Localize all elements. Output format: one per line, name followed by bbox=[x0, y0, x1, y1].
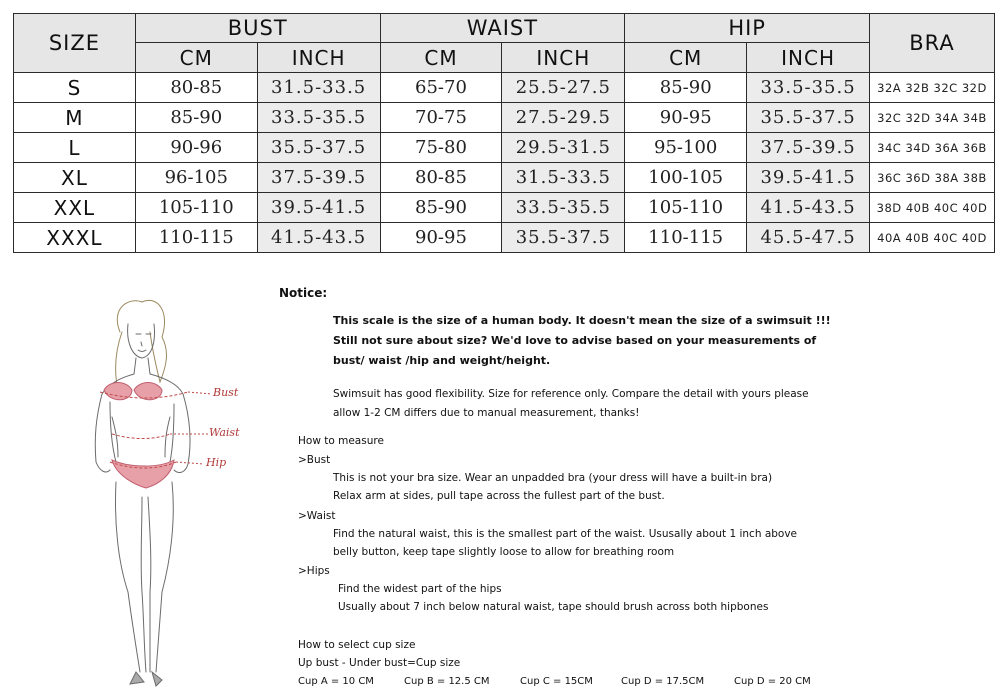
table-row bbox=[14, 163, 995, 193]
cup-c-value: Cup C = 15CM bbox=[520, 676, 593, 687]
table-body bbox=[14, 73, 995, 253]
waist-inch-cell: 33.5-35.5 bbox=[502, 193, 625, 223]
bra-header: BRA bbox=[870, 14, 995, 73]
bust-cm-cell: 96-105 bbox=[135, 163, 257, 193]
waist-inch-cell: 25.5-27.5 bbox=[502, 73, 625, 103]
hip-inch-cell: 39.5-41.5 bbox=[747, 163, 870, 193]
bra-cell: 34C 34D 36A 36B bbox=[870, 133, 995, 163]
size-chart-table bbox=[13, 13, 995, 253]
unit-header: INCH bbox=[502, 43, 625, 73]
waist-cm-cell: 85-90 bbox=[380, 193, 502, 223]
waist-line-2: belly button, keep tape slightly loose to allow for breathing room bbox=[333, 546, 675, 558]
hip-cm-cell: 105-110 bbox=[625, 193, 747, 223]
waist-label: Waist bbox=[209, 426, 240, 439]
bra-cell: 36C 36D 38A 38B bbox=[870, 163, 995, 193]
cup-size-title: How to select cup size bbox=[298, 639, 416, 651]
bust-cm-cell: 110-115 bbox=[135, 223, 257, 253]
bust-cm-cell: 90-96 bbox=[135, 133, 257, 163]
bust-cm-cell: 85-90 bbox=[135, 103, 257, 133]
bust-inch-cell: 35.5-37.5 bbox=[257, 133, 380, 163]
table-header-row bbox=[14, 14, 995, 43]
waist-inch-cell: 35.5-37.5 bbox=[502, 223, 625, 253]
size-cell: M bbox=[14, 103, 136, 133]
bust-cm-cell: 80-85 bbox=[135, 73, 257, 103]
bust-line-2: Relax arm at sides, pull tape across the fullest part of the bust. bbox=[333, 490, 665, 502]
waist-cm-cell: 65-70 bbox=[380, 73, 502, 103]
cup-d-value: Cup D = 17.5CM bbox=[621, 676, 705, 687]
table-row bbox=[14, 73, 995, 103]
bra-cell: 38D 40B 40C 40D bbox=[870, 193, 995, 223]
unit-header: CM bbox=[135, 43, 257, 73]
hip-inch-cell: 35.5-37.5 bbox=[747, 103, 870, 133]
hips-line-2: Usually about 7 inch below natural waist, tape should brush across both hipbones bbox=[338, 601, 769, 613]
notice-bold-line-2: Still not sure about size? We'd love to advise based on your measurements of bbox=[333, 334, 817, 347]
table-row bbox=[14, 103, 995, 133]
waist-line-1: Find the natural waist, this is the smallest part of the waist. Ususally about 1 inch above bbox=[333, 528, 798, 540]
woman-sketch bbox=[70, 292, 280, 692]
hip-inch-cell: 41.5-43.5 bbox=[747, 193, 870, 223]
cup-a-value: Cup A = 10 CM bbox=[298, 676, 374, 687]
hip-cm-cell: 90-95 bbox=[625, 103, 747, 133]
waist-cm-cell: 80-85 bbox=[380, 163, 502, 193]
size-header: SIZE bbox=[14, 14, 136, 73]
bust-cm-cell: 105-110 bbox=[135, 193, 257, 223]
hip-inch-cell: 45.5-47.5 bbox=[747, 223, 870, 253]
size-cell: XXL bbox=[14, 193, 136, 223]
cup-b-value: Cup B = 12.5 CM bbox=[404, 676, 490, 687]
hips-section-title: >Hips bbox=[298, 565, 330, 577]
bust-inch-cell: 39.5-41.5 bbox=[257, 193, 380, 223]
waist-cm-cell: 90-95 bbox=[380, 223, 502, 253]
bust-inch-cell: 37.5-39.5 bbox=[257, 163, 380, 193]
table-subheader-row bbox=[14, 43, 995, 73]
waist-header: WAIST bbox=[380, 14, 625, 43]
bust-header: BUST bbox=[135, 14, 380, 43]
size-cell: S bbox=[14, 73, 136, 103]
waist-section-title: >Waist bbox=[298, 510, 336, 522]
cup-size-formula: Up bust - Under bust=Cup size bbox=[298, 657, 461, 669]
bra-cell: 32A 32B 32C 32D bbox=[870, 73, 995, 103]
waist-cm-cell: 75-80 bbox=[380, 133, 502, 163]
hip-label: Hip bbox=[206, 456, 227, 469]
bust-inch-cell: 41.5-43.5 bbox=[257, 223, 380, 253]
size-cell: XXXL bbox=[14, 223, 136, 253]
bra-cell: 32C 32D 34A 34B bbox=[870, 103, 995, 133]
unit-header: INCH bbox=[747, 43, 870, 73]
waist-cm-cell: 70-75 bbox=[380, 103, 502, 133]
flex-line-1: Swimsuit has good flexibility. Size for reference only. Compare the detail with yours please bbox=[333, 388, 809, 400]
hip-inch-cell: 37.5-39.5 bbox=[747, 133, 870, 163]
hip-inch-cell: 33.5-35.5 bbox=[747, 73, 870, 103]
size-cell: L bbox=[14, 133, 136, 163]
bust-inch-cell: 33.5-35.5 bbox=[257, 103, 380, 133]
bust-line-1: This is not your bra size. Wear an unpadded bra (your dress will have a built-in bra) bbox=[333, 472, 773, 484]
table-row bbox=[14, 223, 995, 253]
notice-title: Notice: bbox=[279, 286, 328, 300]
hip-cm-cell: 85-90 bbox=[625, 73, 747, 103]
bust-inch-cell: 31.5-33.5 bbox=[257, 73, 380, 103]
flex-line-2: allow 1-2 CM differs due to manual measurement, thanks! bbox=[333, 407, 640, 419]
unit-header: CM bbox=[380, 43, 502, 73]
size-cell: XL bbox=[14, 163, 136, 193]
hip-cm-cell: 110-115 bbox=[625, 223, 747, 253]
hip-cm-cell: 100-105 bbox=[625, 163, 747, 193]
table-row bbox=[14, 133, 995, 163]
unit-header: INCH bbox=[257, 43, 380, 73]
bust-label: Bust bbox=[213, 386, 239, 399]
hip-cm-cell: 95-100 bbox=[625, 133, 747, 163]
waist-inch-cell: 31.5-33.5 bbox=[502, 163, 625, 193]
how-to-measure: How to measure bbox=[298, 435, 384, 447]
cup-d2-value: Cup D = 20 CM bbox=[734, 676, 811, 687]
unit-header: CM bbox=[625, 43, 747, 73]
waist-inch-cell: 29.5-31.5 bbox=[502, 133, 625, 163]
hip-header: HIP bbox=[625, 14, 870, 43]
notice-bold-line-3: bust/ waist /hip and weight/height. bbox=[333, 354, 551, 367]
hips-line-1: Find the widest part of the hips bbox=[338, 583, 502, 595]
waist-inch-cell: 27.5-29.5 bbox=[502, 103, 625, 133]
notice-bold-line-1: This scale is the size of a human body. It doesn't mean the size of a swimsuit !!! bbox=[333, 314, 831, 327]
bust-section-title: >Bust bbox=[298, 454, 331, 466]
body-measurement-figure bbox=[70, 292, 280, 692]
table-row bbox=[14, 193, 995, 223]
bra-cell: 40A 40B 40C 40D bbox=[870, 223, 995, 253]
